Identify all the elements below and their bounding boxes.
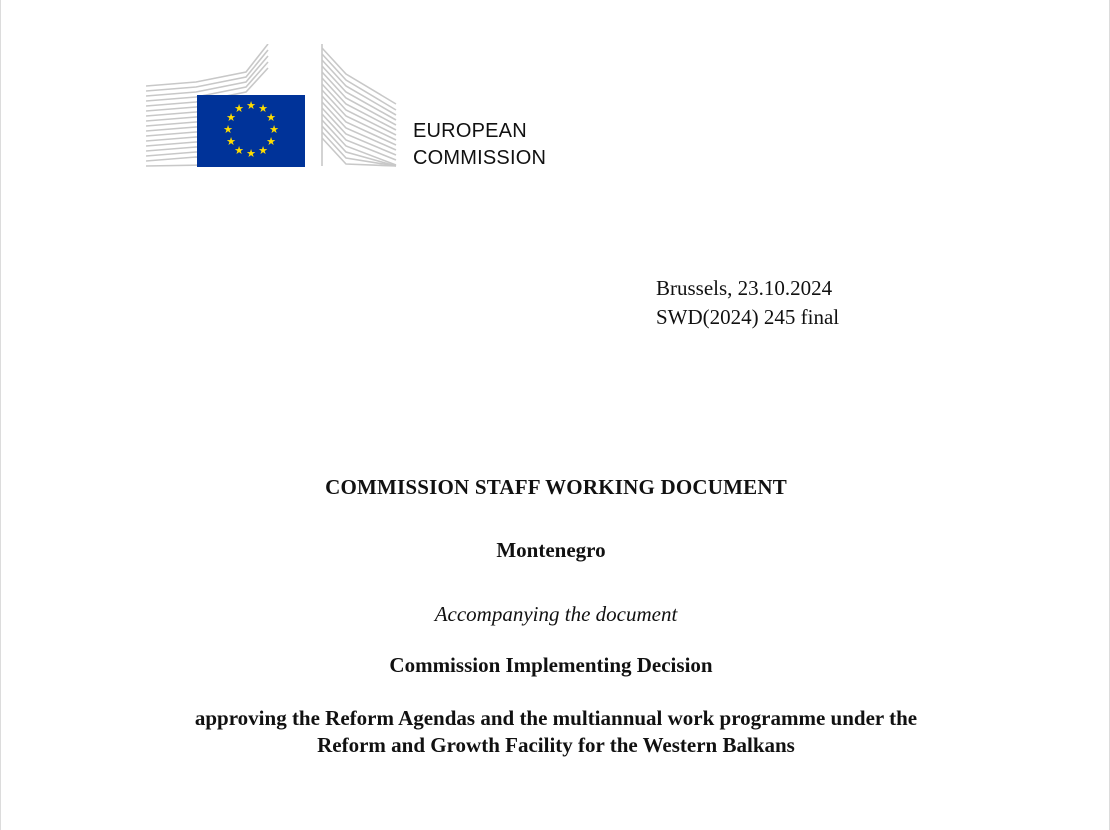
decision-subject-line2: Reform and Growth Facility for the Western Balkans (317, 733, 795, 757)
svg-text:★: ★ (234, 102, 244, 115)
decision-subject (1, 705, 1110, 759)
document-type-title: COMMISSION STAFF WORKING DOCUMENT (325, 475, 787, 499)
accompanying-note: Accompanying the document (434, 602, 678, 626)
berlaymont-building-icon (146, 44, 406, 174)
document-meta (656, 274, 839, 332)
svg-text:★: ★ (246, 147, 256, 160)
document-reference: SWD(2024) 245 final (656, 305, 840, 329)
organisation-name-line1: EUROPEAN (413, 120, 527, 142)
decision-title: Commission Implementing Decision (389, 653, 713, 677)
european-commission-logo (146, 44, 566, 174)
svg-text:★: ★ (266, 135, 276, 148)
svg-text:★: ★ (266, 111, 276, 124)
svg-text:★: ★ (269, 123, 279, 136)
organisation-name (413, 118, 546, 172)
svg-text:★: ★ (258, 144, 268, 157)
svg-text:★: ★ (246, 99, 256, 112)
organisation-name-line2: COMMISSION (413, 147, 547, 169)
decision-subject-line1: approving the Reform Agendas and the multiannual work programme under the (194, 706, 918, 730)
svg-text:★: ★ (234, 144, 244, 157)
svg-text:★: ★ (226, 135, 236, 148)
document-country: Montenegro (496, 538, 606, 562)
svg-text:★: ★ (223, 123, 233, 136)
svg-text:★: ★ (258, 102, 268, 115)
svg-text:★: ★ (226, 111, 236, 124)
place-date: Brussels, 23.10.2024 (656, 276, 833, 300)
